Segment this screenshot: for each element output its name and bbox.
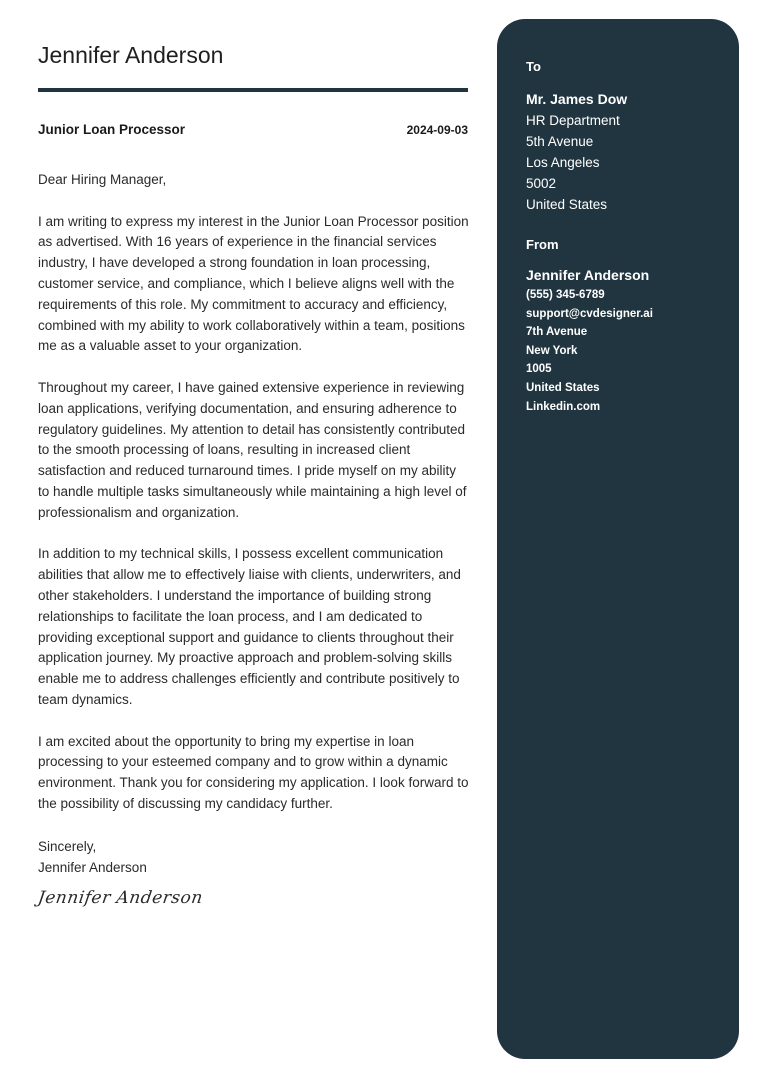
recipient-street: 5th Avenue (526, 134, 594, 149)
closing-phrase: Sincerely, (38, 839, 97, 854)
applicant-name: Jennifer Anderson (38, 42, 224, 68)
closing-block (38, 836, 147, 878)
sender-linkedin-link[interactable]: Linkedin.com (526, 400, 601, 413)
recipient-block (526, 89, 726, 215)
paragraph-3: In addition to my technical skills, I possess excellent communication abilities that allow me to effectively liaise with clients, underwriters, and other stakeholders. I understand the importance of building strong relationships to facilitate the loan process, and I am dedicated to providing exceptional support and guidance to clients throughout their application journey. My proactive approach and problem-solving skills enable me to address challenges efficiently and contribute positively to team dynamics. (38, 546, 461, 707)
sender-phone[interactable]: (555) 345-6789 (526, 289, 605, 301)
header-divider (38, 88, 468, 92)
sender-city: New York (526, 344, 578, 357)
closing-name: Jennifer Anderson (38, 860, 147, 875)
job-row (38, 122, 468, 137)
letter-date: 2024-09-03 (406, 123, 468, 137)
contact-sidebar (497, 19, 739, 1059)
sender-block (526, 265, 726, 416)
to-heading: To (526, 59, 541, 74)
job-title: Junior Loan Processor (38, 122, 186, 137)
sender-name: Jennifer Anderson (526, 267, 650, 283)
letter-body (38, 170, 470, 836)
recipient-name: Mr. James Dow (526, 91, 628, 107)
sender-street: 7th Avenue (526, 326, 588, 339)
recipient-zip: 5002 (526, 176, 557, 191)
from-heading: From (526, 237, 559, 252)
paragraph-2: Throughout my career, I have gained extensive experience in reviewing loan applications, verifying documentation, and ensuring adherence to regulatory guidelines. My attention to detail has consistently contributed to the smooth processing of loans, resulting in increased client satisfaction and reduced turnaround times. I pride myself on my ability to handle multiple tasks simultaneously while maintaining a high level of professionalism and organization. (38, 379, 467, 520)
paragraph-1: I am writing to express my interest in the Junior Loan Processor position as advertised. With 16 years of experience in the financial services industry, I have developed a strong foundation in loan processing, customer service, and compliance, which I believe aligns well with the requirements of this role. My commitment to accuracy and efficiency, combined with my ability to work collaboratively within a team, positions me as a valuable asset to your organization. (38, 213, 469, 354)
recipient-department: HR Department (526, 113, 620, 128)
sender-country: United States (526, 381, 600, 394)
paragraph-4: I am excited about the opportunity to bring my expertise in loan processing to your esteemed company and to grow within a dynamic environment. Thank you for considering my application. I look forward to the possibility of discussing my candidacy further. (38, 733, 469, 811)
sidebar-content (526, 59, 726, 416)
salutation: Dear Hiring Manager, (38, 172, 167, 187)
sender-email[interactable]: support@cvdesigner.ai (526, 307, 653, 320)
recipient-country: United States (526, 197, 608, 212)
handwritten-signature: Jennifer Anderson (36, 888, 205, 908)
recipient-city: Los Angeles (526, 155, 600, 170)
sender-zip: 1005 (526, 363, 552, 376)
